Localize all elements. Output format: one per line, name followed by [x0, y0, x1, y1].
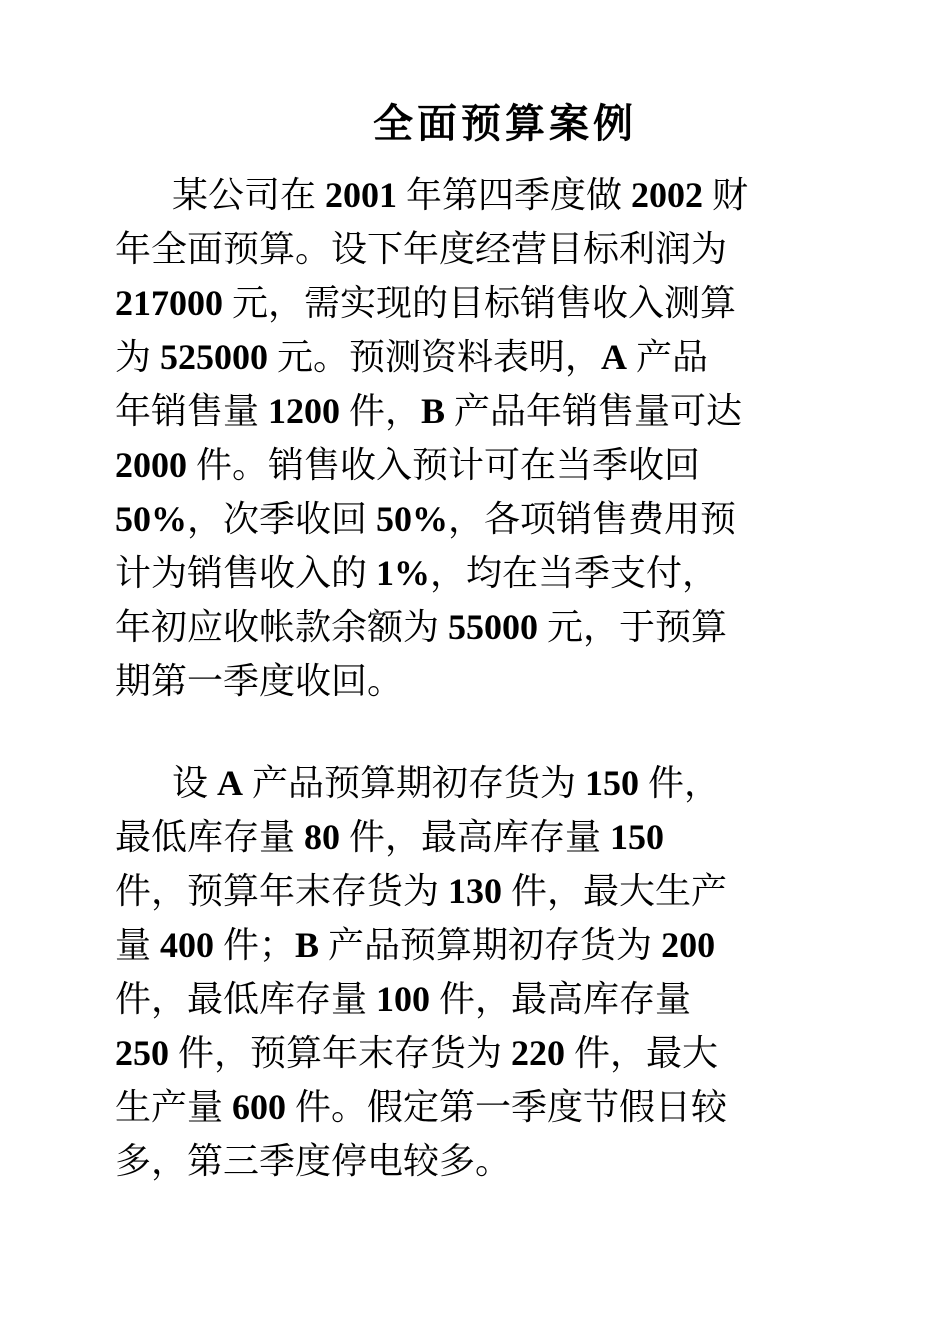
text-segment: 多，第三季度停电较多。 — [115, 1141, 512, 1181]
text-segment: 件，最低库存量 — [115, 979, 377, 1019]
bold-value: B — [295, 925, 320, 965]
paragraph-sales-budget — [115, 168, 835, 708]
text-segment: 元。预测资料表明， — [268, 337, 602, 377]
text-segment: 年第四季度做 — [397, 175, 632, 215]
bold-value: 2001 — [325, 175, 398, 215]
text-segment: 件。销售收入预计可在当季收回 — [187, 445, 701, 485]
text-segment: 件，预算年末存货为 — [169, 1033, 512, 1073]
bold-value: 525000 — [160, 337, 269, 377]
bold-value: 1% — [376, 553, 431, 593]
text-segment: 产品 — [627, 337, 709, 377]
text-line — [115, 918, 835, 972]
text-segment: 件，预算年末存货为 — [115, 871, 449, 911]
text-segment: ，各项销售费用预 — [448, 499, 737, 539]
text-segment: 为 — [115, 337, 161, 377]
text-segment: 件，最高库存量 — [340, 817, 611, 857]
text-line — [115, 972, 835, 1026]
bold-value: A — [601, 337, 628, 377]
bold-value: 217000 — [115, 283, 223, 323]
text-line — [115, 864, 835, 918]
text-segment: 产品预算期初存货为 — [243, 763, 586, 803]
text-segment: ，均在当季支付， — [430, 553, 719, 593]
text-segment: ，次季收回 — [187, 499, 377, 539]
text-line — [115, 1080, 835, 1134]
text-line — [115, 492, 835, 546]
text-segment: 元，需实现的目标销售收入测算 — [223, 283, 737, 323]
document-title: 全面预算案例 — [373, 100, 637, 147]
bold-value: 55000 — [448, 607, 539, 647]
text-line — [115, 756, 835, 810]
text-segment: 件， — [340, 391, 422, 431]
text-segment: 年销售量 — [115, 391, 269, 431]
text-segment: 件， — [639, 763, 721, 803]
text-segment: 件，最大 — [565, 1033, 719, 1073]
bold-value: 220 — [511, 1033, 566, 1073]
text-line — [115, 330, 835, 384]
bold-value: 50% — [376, 499, 449, 539]
text-segment: 最低库存量 — [115, 817, 305, 857]
text-line — [115, 384, 835, 438]
text-line — [115, 810, 835, 864]
text-segment: 计为销售收入的 — [115, 553, 377, 593]
text-line — [115, 546, 835, 600]
bold-value: 150 — [610, 817, 665, 857]
bold-value: 2000 — [115, 445, 187, 485]
text-line — [115, 168, 835, 222]
text-segment: 件； — [214, 925, 296, 965]
text-segment: 年全面预算。设下年度经营目标利润为 — [115, 229, 728, 269]
text-segment: 生产量 — [115, 1087, 233, 1127]
text-line — [115, 222, 835, 276]
text-line — [115, 1026, 835, 1080]
text-segment: 年初应收帐款余额为 — [115, 607, 449, 647]
paragraph-inventory-budget — [115, 756, 835, 1188]
text-segment: 设 — [172, 763, 218, 803]
text-line — [115, 600, 835, 654]
bold-value: 130 — [448, 871, 503, 911]
bold-value: 600 — [232, 1087, 287, 1127]
text-segment: 产品年销售量可达 — [445, 391, 743, 431]
bold-value: B — [421, 391, 446, 431]
text-line — [115, 438, 835, 492]
text-line — [115, 1134, 835, 1188]
bold-value: 1200 — [268, 391, 341, 431]
bold-value: A — [217, 763, 244, 803]
bold-value: 250 — [115, 1033, 169, 1073]
bold-value: 400 — [160, 925, 215, 965]
text-line — [115, 654, 835, 708]
text-segment: 财 — [703, 175, 749, 215]
text-segment: 件，最高库存量 — [430, 979, 692, 1019]
text-segment: 产品预算期初存货为 — [319, 925, 662, 965]
text-segment: 某公司在 — [172, 175, 326, 215]
bold-value: 150 — [585, 763, 640, 803]
text-segment: 量 — [115, 925, 161, 965]
text-line — [115, 276, 835, 330]
text-segment: 元，于预算 — [538, 607, 728, 647]
text-segment: 件，最大生产 — [502, 871, 728, 911]
bold-value: 80 — [304, 817, 341, 857]
bold-value: 2002 — [631, 175, 704, 215]
text-segment: 件。假定第一季度节假日较 — [286, 1087, 728, 1127]
text-segment: 期第一季度收回。 — [115, 661, 404, 701]
bold-value: 50% — [115, 499, 187, 539]
bold-value: 100 — [376, 979, 431, 1019]
bold-value: 200 — [661, 925, 716, 965]
